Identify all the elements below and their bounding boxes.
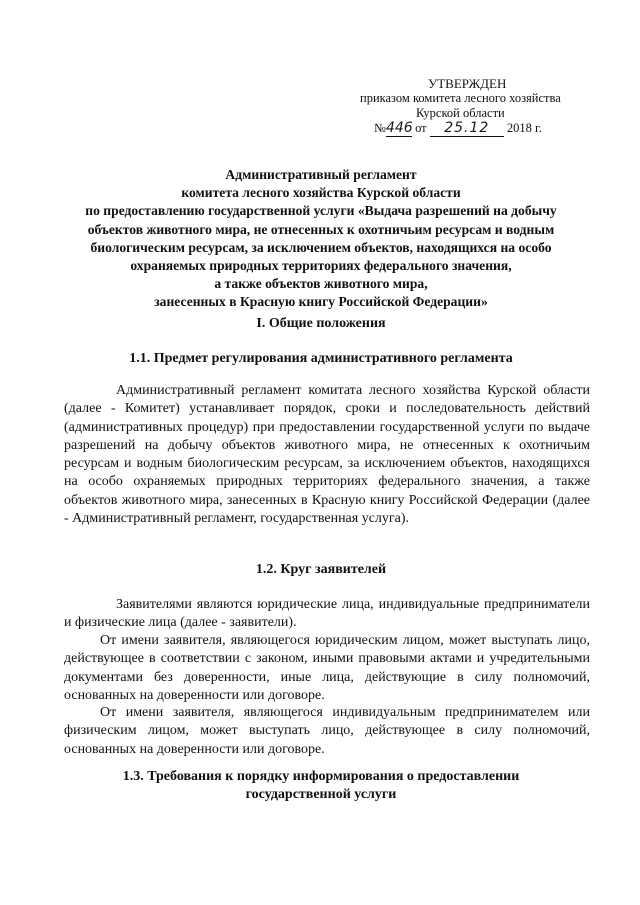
paragraph-legal-entity: От имени заявителя, являющегося юридическим лицом, может выступать лицо, действующее в соответствии с законом, иными правовыми актами и учредительными документами без доверенности, иные лица, действующие в силу полномочий, основанных на доверенности или договоре. (64, 633, 590, 703)
order-year: 2018 г. (506, 121, 542, 135)
title-line: биологическим ресурсам, за исключением объектов, находящихся на особо (90, 239, 552, 255)
approval-title: УТВЕРЖДЕН (428, 76, 507, 91)
subsection-heading-1-1: 1.1. Предмет регулирования административного регламента (129, 351, 513, 366)
approval-line-order: приказом комитета лесного хозяйства (360, 91, 561, 105)
paragraph-applicants: Заявителями являются юридические лица, индивидуальные предприниматели и физические лица (далее - заявители). (64, 597, 590, 631)
title-line: объектов животного мира, не отнесенных к охотничьим ресурсам и водным (87, 221, 555, 237)
subsection-heading-1-3-line: 1.3. Требования к порядку информирования о предоставлении (122, 769, 520, 784)
title-line: Административный регламент (225, 167, 417, 182)
subsection-heading-1-3 (36, 768, 606, 805)
title-line: охраняемых природных территориях федерального значения, (130, 258, 512, 274)
approval-line-region: Курской области (416, 106, 505, 120)
order-date-handwritten: 25.12 (430, 121, 504, 137)
subsection-heading-1-3-line: государственной услуги (245, 787, 397, 803)
order-number-handwritten: 446 (385, 120, 413, 136)
paragraph-individual: От имени заявителя, являющегося индивидуальным предпринимателем или физическим лицом, может выступать лицо, действующее в силу полномочий, основанных на доверенности или договоре. (64, 705, 590, 757)
order-number-prefix: № (374, 121, 386, 135)
section-heading-general: I. Общие положения (256, 316, 386, 331)
title-line: по предоставлению государственной услуги «Выдача разрешений на добычу (85, 203, 557, 219)
approval-order-line (360, 121, 600, 137)
order-from-word: от (415, 121, 427, 135)
title-line: занесенных в Красную книгу Российской Федерации» (154, 294, 488, 310)
approval-stamp (360, 76, 600, 137)
title-line: а также объектов животного мира, (214, 276, 428, 292)
title-line: комитета лесного хозяйства Курской области (181, 185, 461, 201)
subsection-heading-1-2: 1.2. Круг заявителей (255, 562, 387, 577)
document-title (36, 166, 606, 312)
paragraph-1-1: Административный регламент комитата лесного хозяйства Курской области (далее - Комитет) устанавливает порядок, сроки и последовательность действий (административных процедур) при предоставлении государственной услуги по выдаче разрешений на добычу объектов животного мира, не отнесенных к охотничьим ресурсам и водным биологическим ресурсам, за исключением объектов, находящихся на особо охраняемых природных территориях федерального значения, а также объектов животного мира, занесенных в Красную книгу Российской Федерации (далее - Административный регламент, государственная услуга). (64, 383, 590, 527)
